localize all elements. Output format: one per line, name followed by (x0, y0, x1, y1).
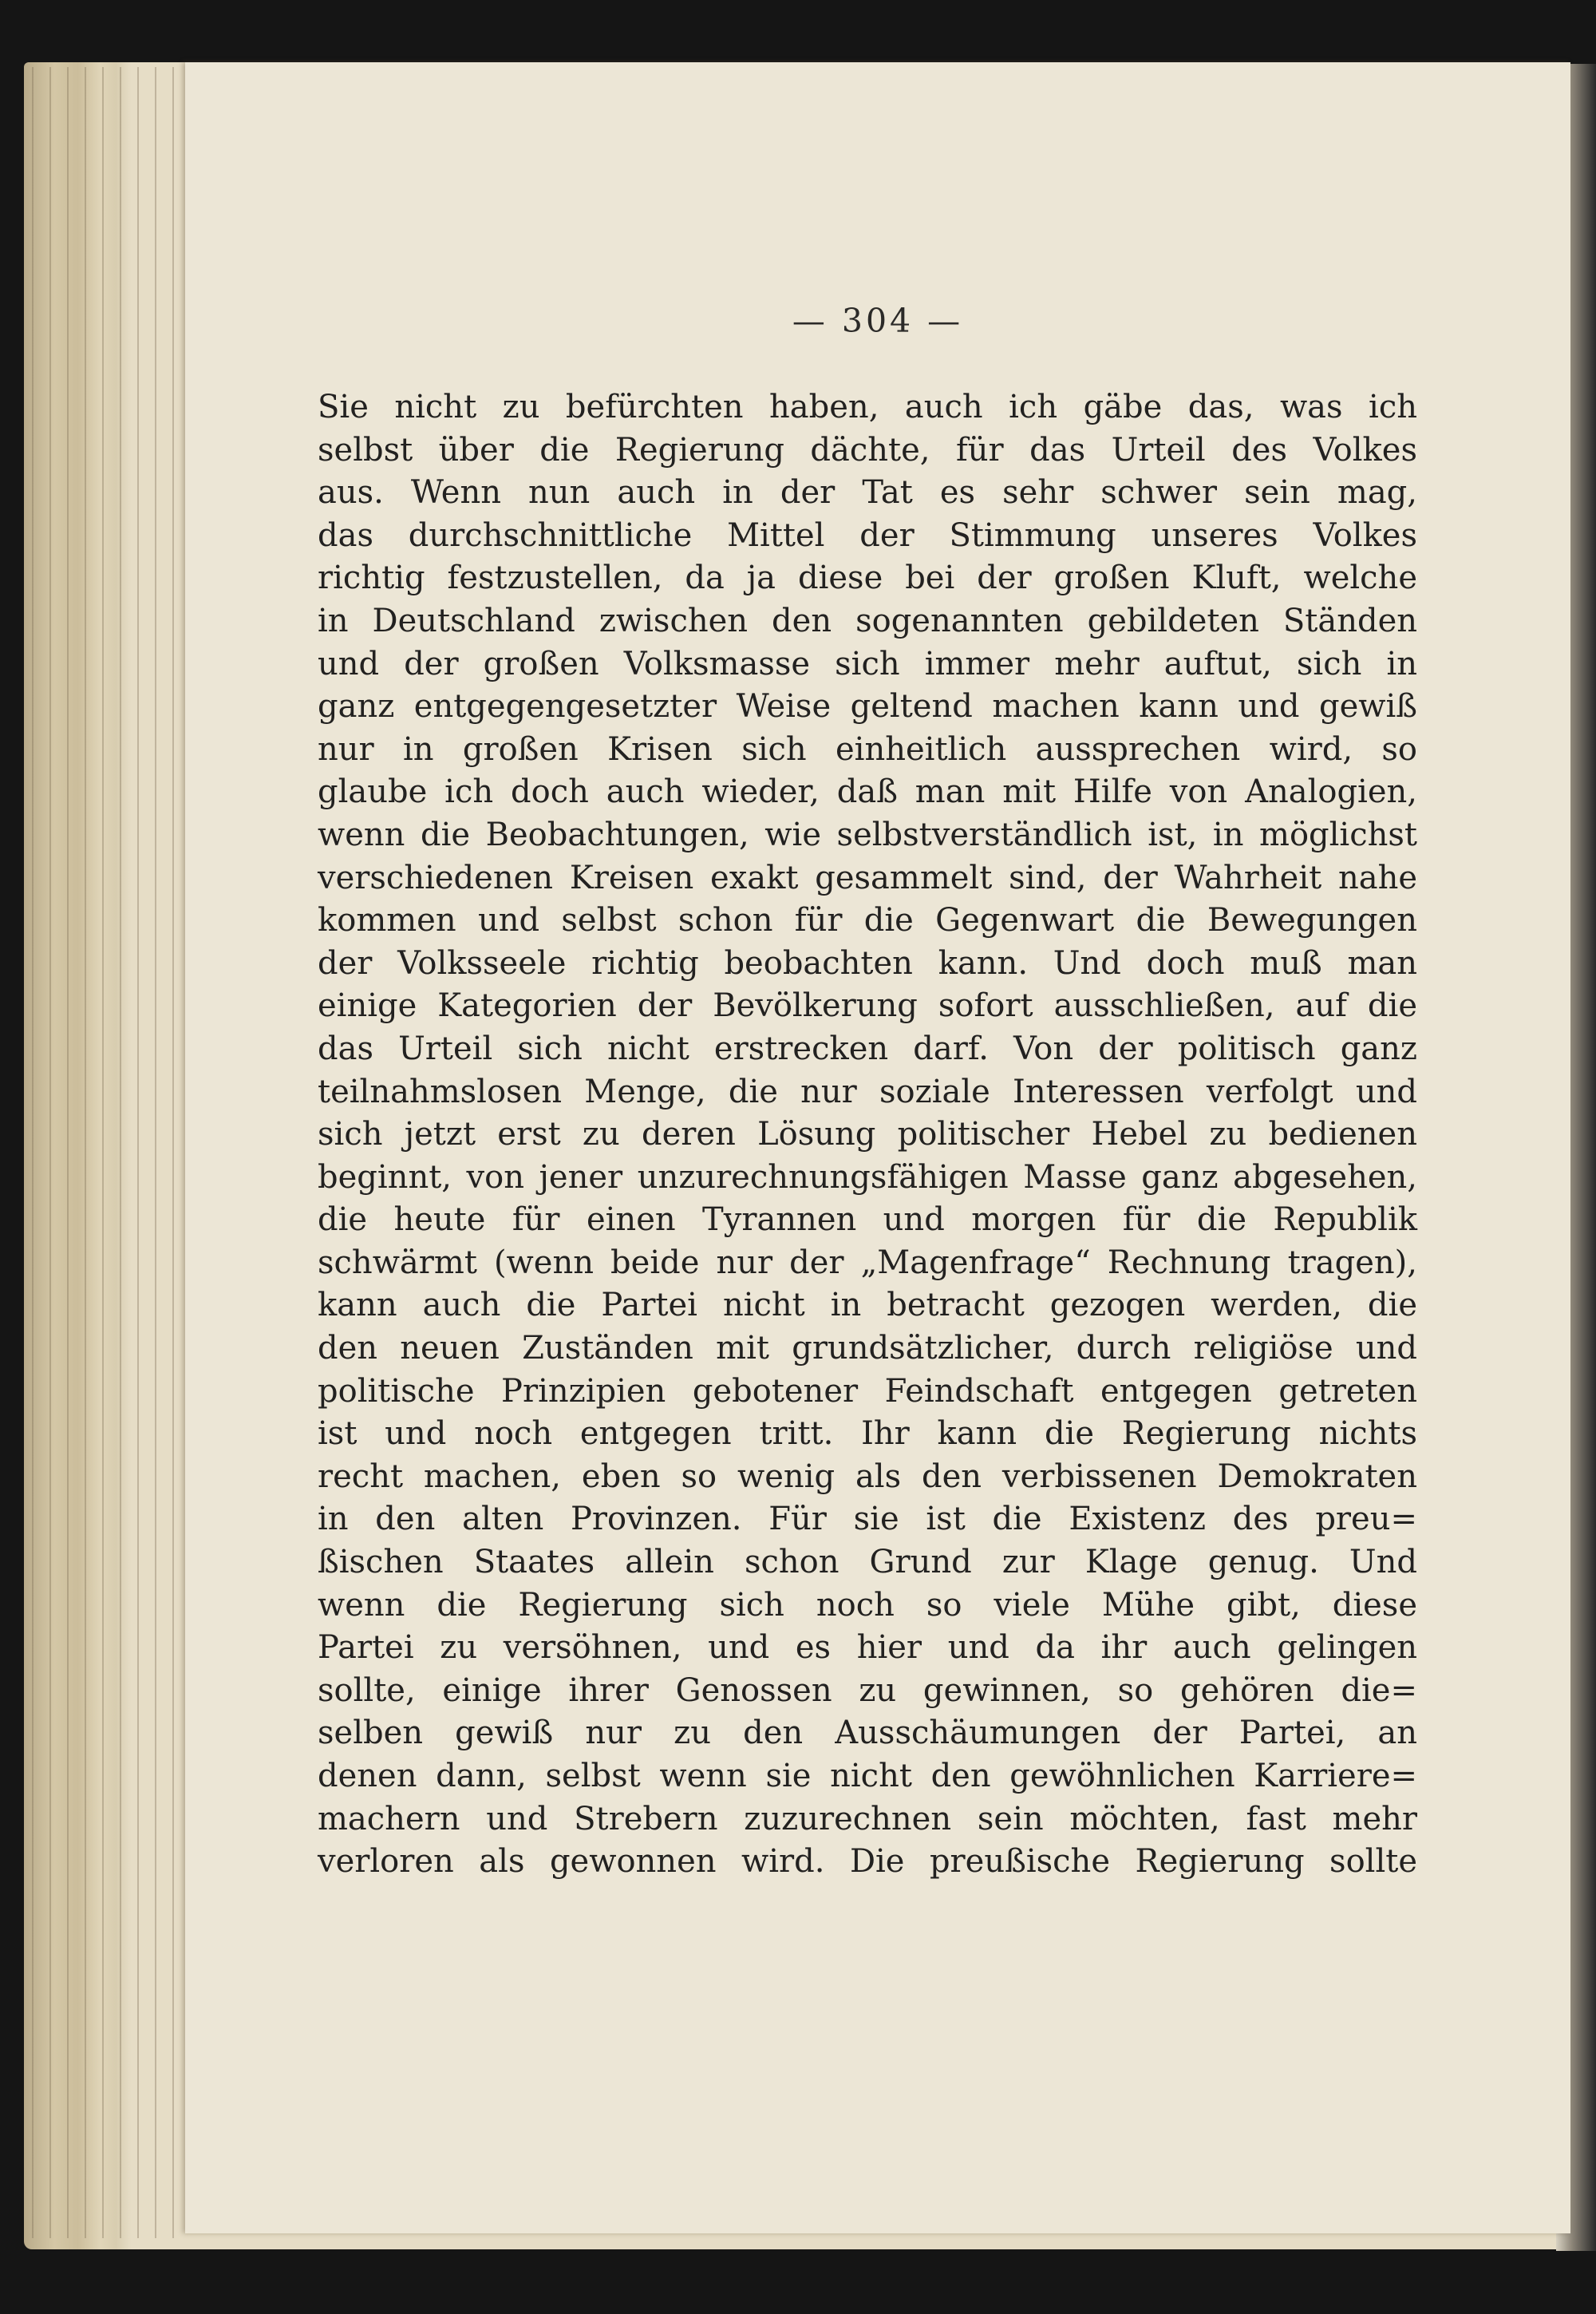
text-line: machern und Strebern zuzurechnen sein möchten, fast mehr (318, 1800, 1417, 1837)
text-line: wenn die Regierung sich noch so viele Mühe gibt, diese (318, 1586, 1417, 1624)
text-line: der Volksseele richtig beobachten kann. Und doch muß man (318, 944, 1417, 982)
text-line: aus. Wenn nun auch in der Tat es sehr schwer sein mag, (318, 474, 1417, 512)
text-line: den neuen Zuständen mit grundsätzlicher, durch religiöse und (318, 1330, 1417, 1367)
text-line: das Urteil sich nicht erstrecken darf. Von der politisch ganz (318, 1030, 1417, 1067)
text-line: einige Kategorien der Bevölkerung sofort ausschließen, auf die (318, 987, 1417, 1025)
text-line: das durchschnittliche Mittel der Stimmung unseres Volkes (318, 516, 1417, 554)
text-line: wenn die Beobachtungen, wie selbstverständlich ist, in möglichst (318, 816, 1417, 853)
text-line: politische Prinzipien gebotener Feindschaft entgegen getreten (318, 1372, 1417, 1410)
text-line: denen dann, selbst wenn sie nicht den gewöhnlichen Karriere= (318, 1758, 1417, 1794)
text-line: beginnt, von jener unzurechnungsfähigen Masse ganz abgesehen, (318, 1158, 1417, 1196)
text-line: ganz entgegengesetzter Weise geltend machen kann und gewiß (318, 688, 1417, 726)
text-line: nur in großen Krisen sich einheitlich aussprechen wird, so (318, 730, 1417, 768)
text-line: verschiedenen Kreisen exakt gesammelt sind, der Wahrheit nahe (318, 859, 1417, 896)
text-line: in den alten Provinzen. Für sie ist die Existenz des preu= (318, 1501, 1417, 1538)
text-line: ßischen Staates allein schon Grund zur Klage genug. Und (318, 1544, 1417, 1581)
text-line: richtig festzustellen, da ja diese bei der großen Kluft, welche (318, 560, 1417, 597)
text-line: die heute für einen Tyrannen und morgen für die Republik (318, 1201, 1417, 1239)
text-line: glaube ich doch auch wieder, daß man mit Hilfe von Analogien, (318, 773, 1417, 811)
text-line: schwärmt (wenn beide nur der „Magenfrage“ Rechnung tragen), (318, 1244, 1417, 1281)
text-line: teilnahmslosen Menge, die nur soziale Interessen verfolgt und (318, 1073, 1417, 1110)
text-line: kann auch die Partei nicht in betracht gezogen werden, die (318, 1287, 1417, 1324)
text-line: selben gewiß nur zu den Ausschäumungen der Partei, an (318, 1715, 1417, 1752)
text-line: in Deutschland zwischen den sogenannten gebildeten Ständen (318, 602, 1417, 639)
page-edge-texture (32, 67, 176, 2238)
text-line: selbst über die Regierung dächte, für das Urteil des Volkes (318, 431, 1417, 469)
text-line: verloren als gewonnen wird. Die preußische Regierung sollte (318, 1843, 1417, 1881)
text-line: recht machen, eben so wenig als den verbissenen Demokraten (318, 1458, 1417, 1495)
text-line: Partei zu versöhnen, und es hier und da ihr auch gelingen (318, 1629, 1417, 1667)
text-line: sich jetzt erst zu deren Lösung politischer Hebel zu bedienen (318, 1116, 1417, 1153)
text-line: ist und noch entgegen tritt. Ihr kann die Regierung nichts (318, 1415, 1417, 1453)
text-line: und der großen Volksmasse sich immer mehr auftut, sich in (318, 645, 1417, 682)
text-line: Sie nicht zu befürchten haben, auch ich gäbe das, was ich (318, 389, 1417, 425)
text-line: kommen und selbst schon für die Gegenwart die Bewegungen (318, 902, 1417, 939)
page-number: — 304 — (792, 302, 964, 340)
text-line: sollte, einige ihrer Genossen zu gewinnen, so gehören die= (318, 1671, 1417, 1709)
body-text (318, 386, 1417, 1884)
